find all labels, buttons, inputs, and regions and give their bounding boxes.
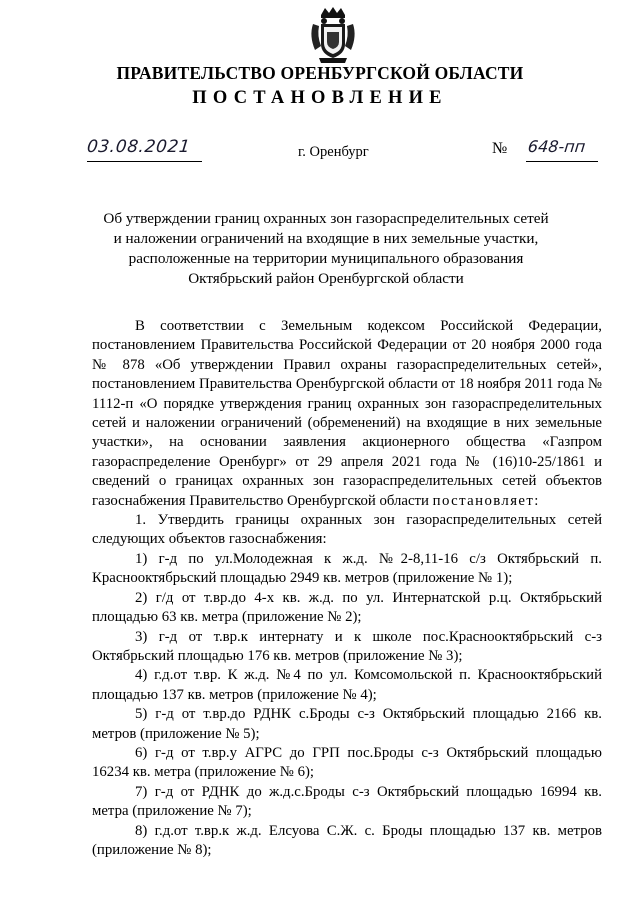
document-type-heading: ПОСТАНОВЛЕНИЕ — [192, 88, 448, 108]
title-line: расположенные на территории муниципального образования — [128, 250, 524, 267]
resolves-word: постановляет: — [432, 492, 540, 509]
list-item: 4) г.д.от т.вр. К ж.д. №4 по ул. Комсомольской п. Краснооктябрьский площадью 137 кв. метров (приложение № 4); — [92, 667, 602, 703]
list-item: 7) г-д от РДНК до ж.д.с.Броды с-з Октябрьский площадью 16994 кв. метра (приложение № 7); — [92, 783, 602, 820]
list-item: 5) г-д от т.вр.до РДНК с.Броды с-з Октябрьский площадью 2166 кв. метров (приложение № 5); — [92, 706, 602, 742]
document-number: 648-пп — [527, 137, 587, 156]
title-line: и наложении ограничений на входящие в них земельные участки, — [113, 230, 539, 247]
organization-heading: ПРАВИТЕЛЬСТВО ОРЕНБУРГСКОЙ ОБЛАСТИ — [116, 63, 524, 83]
title-line: Октябрьский район Оренбургской области — [188, 270, 464, 287]
preamble-text: В соответствии с Земельным кодексом Российской Федерации, постановлением Правительства Российской Федерации от 20 ноября 2000 года № 878 «Об утверждении Правил охраны газораспределительных сетей», постановлением Правительства Оренбургской области от 18 ноября 2011 года № 1112-п «О порядке утверждения границ охранных зон газораспределительных сетей и наложении ограничений (обременений) на входящие в них земельные участки», на основании заявления акционерного общества «Газпром газораспределение Оренбург» от 29 апреля 2021 года № (16)10-25/1861 и сведений о границах охранных зон газораспределительных сетей объектов газоснабжения Правительство Оренбургской области — [92, 318, 602, 509]
document-date: 03.08.2021 — [85, 137, 192, 157]
number-sign: № — [492, 140, 508, 157]
coat-of-arms-icon — [307, 6, 359, 64]
list-item: 8) г.д.от т.вр.к ж.д. Елсуова С.Ж. с. Броды площадью 137 кв. метров (приложение № 8); — [92, 822, 602, 858]
document-city: г. Оренбург — [298, 144, 369, 160]
list-item: 3) г-д от т.вр.к интернату и к школе пос.Краснооктябрьский с-з Октябрьский площадью 176 кв. метров (приложение № 3); — [92, 628, 602, 664]
document-body — [92, 317, 602, 860]
list-item: 1) г-д по ул.Молодежная к ж.д. №2-8,11-16 с/з Октябрьский п. Краснооктябрьский площадью 2949 кв. метров (приложение № 1); — [92, 550, 602, 587]
title-line: Об утверждении границ охранных зон газораспределительных сетей — [103, 210, 549, 227]
preamble-paragraph — [92, 317, 602, 511]
list-item: 6) г-д от т.вр.у АГРС до ГРП пос.Броды с-з Октябрьский площадью 16234 кв. метра (приложение № 6); — [92, 744, 602, 781]
document-title — [92, 209, 560, 289]
clause-1: 1. Утвердить границы охранных зон газораспределительных сетей следующих объектов газоснабжения: — [92, 512, 602, 548]
list-item: 2) г/д от т.вр.до 4-х кв. ж.д. по ул. Интернатской р.ц. Октябрьский площадью 63 кв. метра (приложение № 2); — [92, 589, 602, 626]
